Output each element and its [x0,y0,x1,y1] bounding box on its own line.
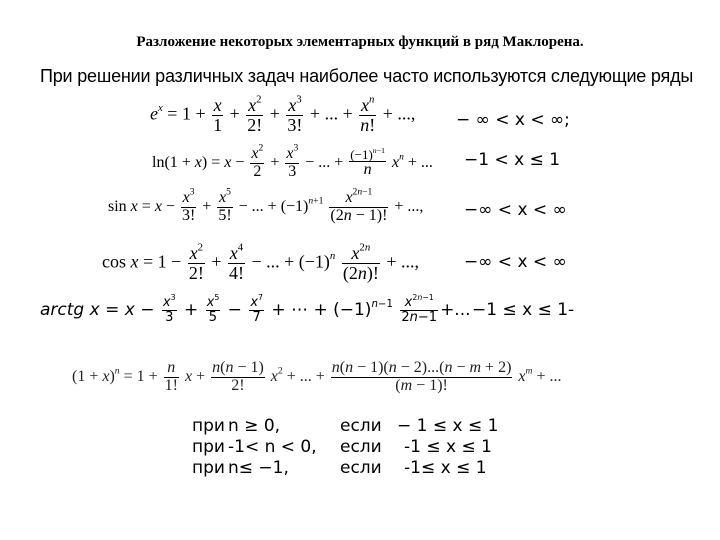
case-n-condition: n≤ −1, [228,458,289,478]
condition-arctg: −1 ≤ x ≤ 1- [472,300,575,320]
case-word: при [192,458,225,478]
case-if: если [340,458,382,478]
formula-exp: $e^x = 1$ + $\frac{x}{1}$ + $\frac{x^2}{2!}$ + $\frac{x^3}{3!}$ + ... + $\frac{x^n}{n!}$ + ..., [150,93,416,135]
formula-ln: ln(1 + x) = x − $\frac{x^2}{2}$ + $\frac{x^3}{3}$ − ... + $\frac{(-1)^{n-1}}{n}$ $x^n$ + ... [152,142,433,180]
case-row [192,458,512,479]
case-word: при [192,437,225,457]
case-x-condition: -1≤ x ≤ 1 [404,458,487,478]
page-title: Разложение некоторых элементарных функций в ряд Маклорена. [136,34,584,50]
case-n-condition: -1< n < 0, [228,437,317,457]
case-row [192,416,512,437]
intro-text: При решении различных задач наиболее часто используются следующие ряды [40,66,694,86]
condition-exp: − ∞ < x < ∞; [456,110,570,130]
case-x-condition: − 1 ≤ x ≤ 1 [397,416,499,436]
condition-sin: −∞ < x < ∞ [464,200,567,220]
case-row [192,437,512,458]
formula-cos: cos x = 1 − $\frac{x^2}{2!}$ + $\frac{x^4}{4!}$ − ... + $(-1)^n$ $\frac{x^{2n}}{(2n)!}$ + ..., [102,241,419,283]
formula-binomial: $(1 + x)^n = 1$ + $\frac{n}{1!}$ x + $\frac{n(n - 1)}{2!}$ $x^2$ + ... + $\frac{n(n - 1)(n - 2)...(n - m + 2)}{(m - 1)!}$ $x^m$ + ... [72,359,562,394]
binomial-cases [192,416,512,479]
case-word: при [192,416,225,436]
case-n-condition: n ≥ 0, [228,416,281,436]
condition-cos: −∞ < x < ∞ [464,252,567,272]
case-x-condition: -1 ≤ x ≤ 1 [404,437,492,457]
condition-ln: −1 < x ≤ 1 [464,150,561,170]
case-if: если [340,437,382,457]
formula-arctg: arctg x = x − $\frac{x^3}{3}$ + $\frac{x^5}{5}$ − $\frac{x^7}{7}$ + ⋯ + $(-1)^{n-1}$ $\frac{x^{2n-1}}{2n-1}$ +... [40,292,471,325]
formula-sin: sin x = x − $\frac{x^3}{3!}$ + $\frac{x^5}{5!}$ − ... + $(-1)^{n+1}$ $\frac{x^{2n-1}}{(2n - 1)!}$ + ..., [108,186,424,224]
case-if: если [340,416,382,436]
